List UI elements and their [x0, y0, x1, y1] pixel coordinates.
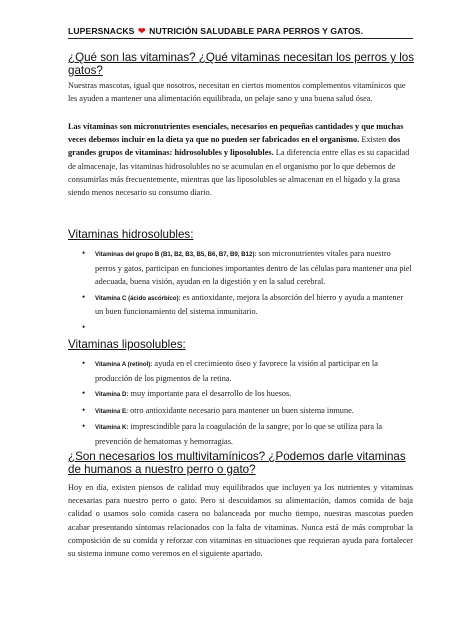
vitamin-description: imprescindible para la coagulación de la sangre, por lo que se utiliza para la prevención de hematomas y hemorragias. [95, 422, 383, 446]
vitamin-description: muy importante para el desarrollo de los huesos. [128, 389, 292, 398]
list-item [68, 247, 413, 289]
vitamin-term: Vitamina E: [95, 407, 129, 415]
list-item [68, 420, 413, 448]
vitamin-term: Vitamina D: [95, 391, 129, 398]
vitamin-description: ayuda en el crecimiento óseo y favorece la visión al participar en la producción de los pigmentos de la retina. [95, 359, 378, 383]
definition-paragraph [68, 120, 413, 199]
list-item-empty [68, 321, 413, 335]
hidrosolubles-list [68, 247, 413, 336]
section-title-vitaminas: ¿Qué son las vitaminas? ¿Qué vitaminas necesitan los perros y los gatos? [68, 51, 415, 77]
liposolubles-list [68, 357, 413, 450]
vitamin-term: Vitamina K: [95, 424, 129, 431]
definition-text-b: La diferencia entre ellas es su capacidad de almacenaje, las vitaminas hidrosolubles no se acumulan en el organismo por lo que debemos de consumirlas más frecuentemente, mientras que las liposolubles se almacenan en el hígado y la grasa siendo menos necesario su consumo diario. [68, 148, 410, 198]
definition-bold-a: Las vitaminas son micronutrientes esenciales, necesarios en pequeñas cantidades y que muchas veces debemos incluir en la dieta ya que no pueden ser fabricados en el organismo. [68, 122, 404, 145]
vitamin-term: Vitaminas del grupo B (B1, B2, B3, B5, B6, B7, B9, B12): [95, 251, 257, 258]
list-item [68, 404, 413, 419]
vitamin-term: Vitamina C (ácido ascórbico): [95, 294, 181, 302]
vitamin-description: es antioxidante, mejora la absorción del hierro y ayuda a mantener un buen funcionamiento del sistema inmunitario. [95, 292, 404, 316]
vitamin-description: son micronutrientes vitales para nuestro perros y gatos, participan en funciones importantes dentro de las células para mantener una piel adecuada, buena visión, ayudan en la digestión y en la salud cerebral. [95, 249, 412, 286]
intro-paragraph: Nuestras mascotas, igual que nosotros, necesitan en ciertos momentos complementos vitamínicos que les ayuden a mantener una alimentación equilibrada, un pelaje sano y una buena salud ósea. [68, 81, 406, 104]
section-title-multivitaminicos: ¿Son necesarios los multivitamínicos? ¿Podemos darle vitaminas de humanos a nuestro perro o gato? [68, 450, 406, 476]
definition-bold-b: dos grandes grupos de vitaminas: hidrosolubles y liposolubles. [68, 135, 401, 158]
brand-name: LUPERSNACKS [68, 26, 135, 36]
list-item [68, 291, 413, 319]
multivitamins-paragraph: Hoy en día, existen piensos de calidad muy equilibrados que incluyen ya los nutrientes y vitaminas necesarias para nuestro perro o gato. Pero si descuidamos su alimentación, damos comida de baja calidad o usamos solo comida casera no balanceada por mucho tiempo, nuestras mascotas pueden acabar presentando síntomas relacionados con la falta de vitaminas. Nunca está de más comprobar la composición de su comida y reforzar con vitaminas en situaciones que requieran ayuda para fortalecer su sistema inmune como veremos en el siguiente apartado. [68, 483, 413, 559]
header-divider [68, 38, 413, 39]
list-item [68, 357, 413, 385]
vitamin-term: Vitamina A (retinol): [95, 361, 153, 368]
header-tagline: NUTRICIÓN SALUDABLE PARA PERROS Y GATOS. [149, 26, 364, 36]
document-header [68, 26, 418, 37]
section-title-liposolubles: Vitaminas liposolubles: [68, 338, 186, 351]
list-item [68, 387, 413, 402]
definition-text-a: Existen [359, 135, 389, 145]
section-title-hidrosolubles: Vitaminas hidrosolubles: [68, 228, 194, 241]
vitamin-description: otro antioxidante necesario para mantener un buen sistema inmune. [128, 405, 354, 415]
heart-icon: ❤ [138, 26, 146, 36]
